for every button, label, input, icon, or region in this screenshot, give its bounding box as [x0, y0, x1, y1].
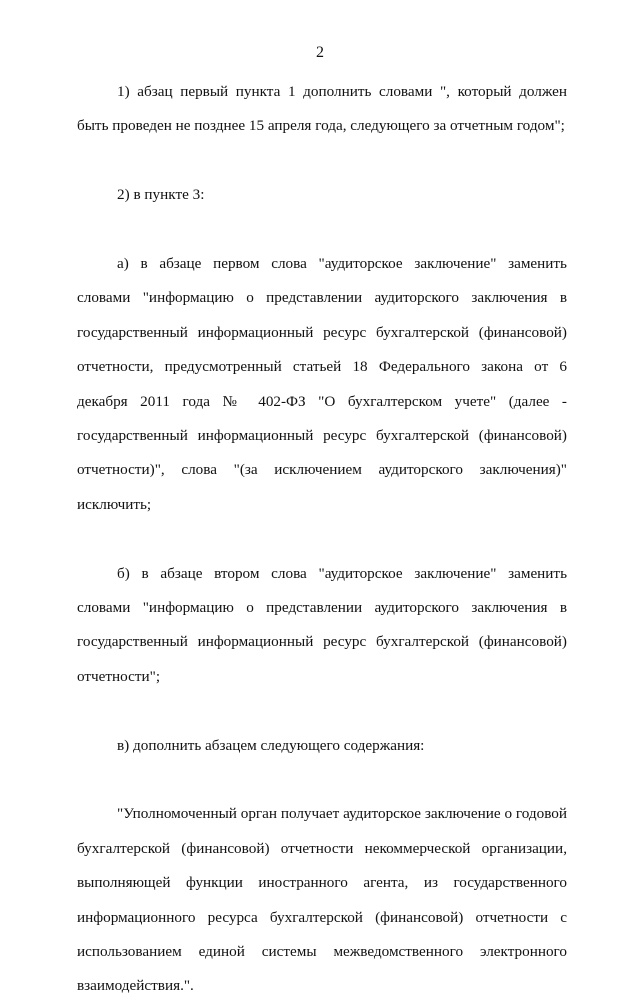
paragraph-spacer — [77, 144, 567, 178]
paragraph-3: а) в абзаце первом слова "аудиторское заключение" заменить словами "информацию о представлении аудиторского заключения в государственный информационный ресурс бухгалтерской (финансовой) отчетности, предусмотренный статьей 18 Федерального закона от 6 декабря 2011 года № 402-ФЗ "О бухгалтерском учете" (далее - государственный информационный ресурс бухгалтерской (финансовой) отчетности)", слова "(за исключением аудиторского заключения)" исключить; — [77, 255, 567, 513]
paragraph-4: б) в абзаце втором слова "аудиторское заключение" заменить словами "информацию о представлении аудиторского заключения в государственный информационный ресурс бухгалтерской (финансовой) отчетности"; — [77, 564, 567, 685]
paragraph-6: "Уполномоченный орган получает аудиторское заключение о годовой бухгалтерской (финансовой) отчетности некоммерческой организации, выполняющей функции иностранного агента, из государственного информационного ресурса бухгалтерской (финансовой) отчетности с использованием единой системы межведомственного электронного взаимодействия.". — [77, 805, 567, 995]
paragraph-spacer — [77, 694, 567, 728]
paragraph-1: 1) абзац первый пункта 1 дополнить словами ", который должен быть проведен не позднее 15 апреля года, следующего за отчетным годом"; — [77, 83, 567, 135]
page-number: 2 — [316, 44, 324, 61]
paragraph-spacer — [77, 213, 567, 247]
document-body — [77, 75, 567, 1004]
paragraph-5: в) дополнить абзацем следующего содержания: — [117, 736, 425, 754]
paragraph-spacer — [77, 522, 567, 556]
paragraph-2: 2) в пункте 3: — [117, 186, 205, 204]
paragraph-spacer — [77, 763, 567, 797]
